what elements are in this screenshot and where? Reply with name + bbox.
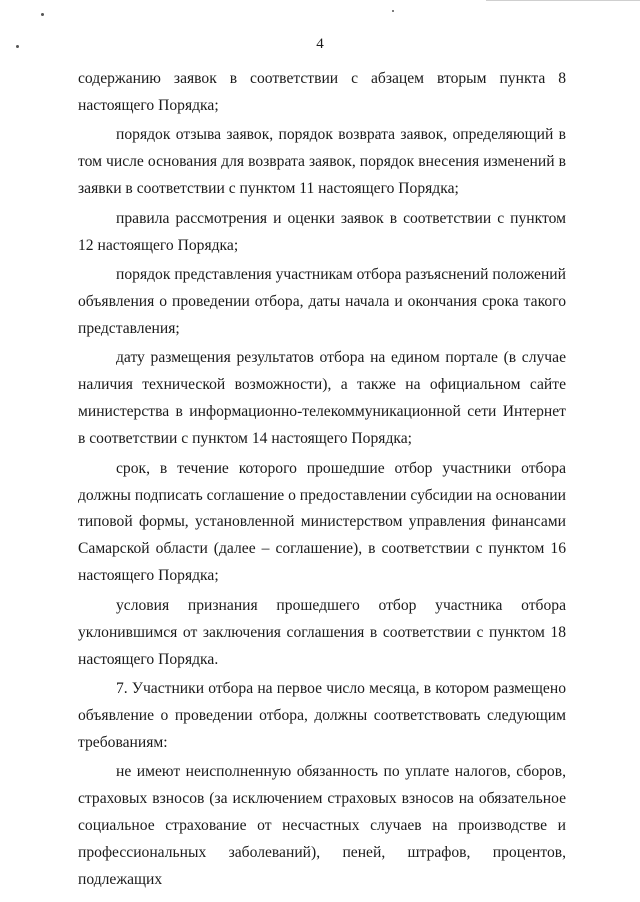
scan-speck <box>41 13 44 16</box>
paragraph: правила рассмотрения и оценки заявок в соответствии с пунктом 12 настоящего Порядка; <box>78 209 566 254</box>
scan-edge-line <box>486 0 640 1</box>
paragraph: порядок отзыва заявок, порядок возврата заявок, определяющий в том числе основания для возврата заявок, порядок внесения изменений в заявки в соответствии с пунктом 11 настоящего Порядка; <box>78 126 566 198</box>
paragraph: 7. Участники отбора на первое число месяца, в котором размещено объявление о проведении отбора, должны соответствовать следующим требованиям: <box>78 680 566 751</box>
paragraph: порядок представления участникам отбора разъяснений положений объявления о проведении отбора, даты начала и окончания срока такого представления; <box>78 266 566 337</box>
paragraph: не имеют неисполненную обязанность по уплате налогов, сборов, страховых взносов (за исключением страховых взносов на обязательное социальное страхование от несчастных случаев на производстве и профессиональных заболеваний), пеней, штрафов, процентов, подлежащих <box>78 763 566 889</box>
paragraph: условия признания прошедшего отбор участника отбора уклонившимся от заключения соглашения в соответствии с пунктом 18 настоящего Порядка. <box>78 596 566 668</box>
paragraph: содержанию заявок в соответствии с абзацем вторым пункта 8 настоящего Порядка; <box>78 70 566 114</box>
paragraph: срок, в течение которого прошедшие отбор участники отбора должны подписать соглашение о предоставлении субсидии на основании типовой формы, установленной министерством управления финансами Самарской области (далее – соглашение), в соответствии с пунктом 16 настоящего Порядка; <box>78 459 566 585</box>
document-body <box>78 66 566 894</box>
page-number: 4 <box>316 36 324 52</box>
paragraph: дату размещения результатов отбора на едином портале (в случае наличия технической возможности), а также на официальном сайте министерства в информационно-телекоммуникационной сети Интернет в соответствии с пунктом 14 настоящего Порядка; <box>78 349 566 448</box>
scan-speck <box>392 10 394 12</box>
